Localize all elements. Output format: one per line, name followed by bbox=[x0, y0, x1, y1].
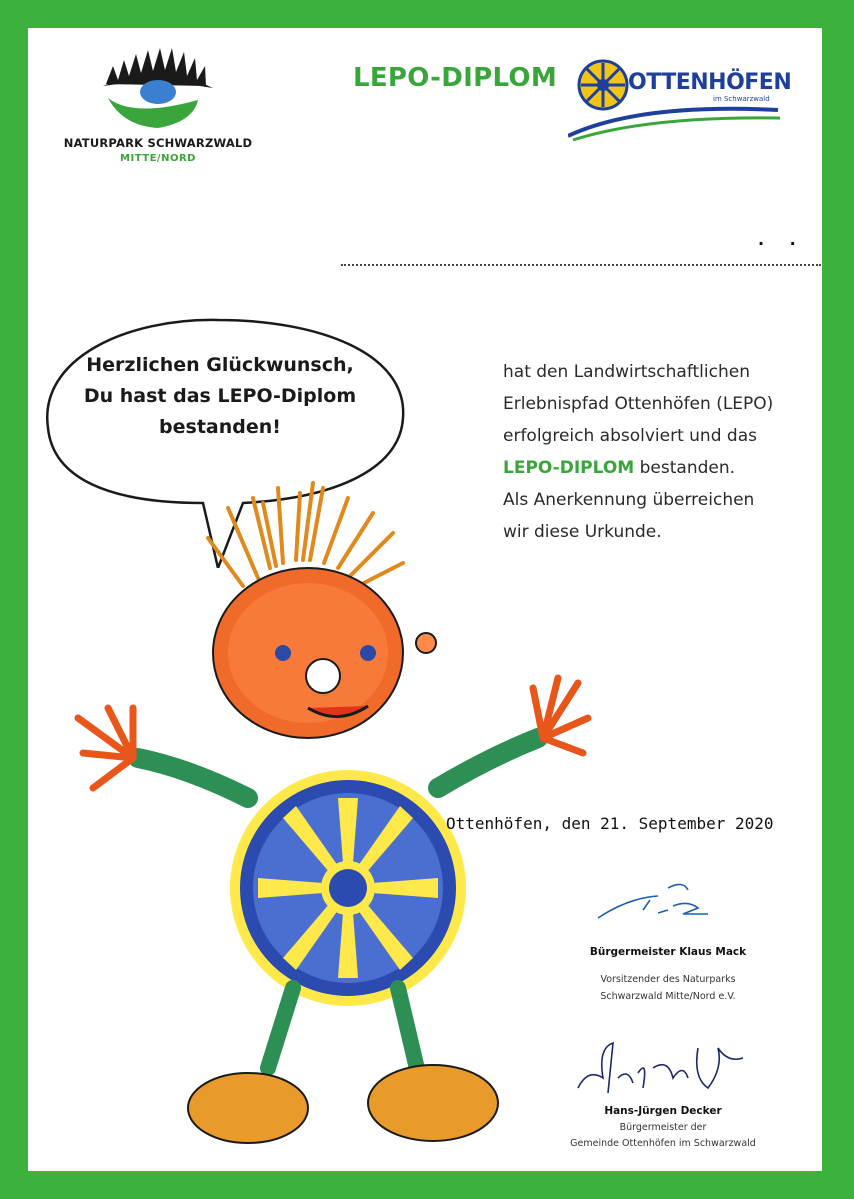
diploma-title: LEPO-DIPLOM bbox=[353, 63, 557, 93]
bubble-line-3: bestanden! bbox=[159, 416, 281, 438]
ottenhoefen-subtitle: im Schwarzwald bbox=[713, 95, 770, 103]
body-line-4-rest: bestanden. bbox=[634, 458, 736, 478]
recipient-name: . . bbox=[758, 230, 806, 249]
body-line-1: hat den Landwirtschaftlichen bbox=[503, 362, 750, 382]
signatory-1-role-line-2: Schwarzwald Mitte/Nord e.V. bbox=[600, 991, 736, 1002]
signatory-1-role bbox=[558, 971, 778, 1005]
signature-2-icon bbox=[568, 1028, 758, 1108]
body-line-6: wir diese Urkunde. bbox=[503, 522, 662, 542]
naturpark-region: MITTE/NORD bbox=[120, 153, 196, 164]
signature-1-icon bbox=[588, 878, 718, 928]
body-line-5: Als Anerkennung überreichen bbox=[503, 490, 755, 510]
signatory-2-role-line-2: Gemeinde Ottenhöfen im Schwarzwald bbox=[570, 1138, 756, 1149]
signatory-1-name: Bürgermeister Klaus Mack bbox=[589, 946, 747, 958]
bubble-line-2: Du hast das LEPO-Diplom bbox=[83, 385, 357, 407]
signatory-1-role-line-1: Vorsitzender des Naturparks bbox=[600, 974, 736, 985]
certificate-sheet bbox=[28, 28, 822, 1171]
speech-bubble-text bbox=[50, 350, 390, 443]
naturpark-logo bbox=[58, 36, 258, 186]
naturpark-eye-icon bbox=[58, 36, 258, 136]
signatory-2-role-line-1: Bürgermeister der bbox=[619, 1122, 707, 1133]
signatory-2-name: Hans-Jürgen Decker bbox=[604, 1105, 722, 1117]
naturpark-name: NATURPARK SCHWARZWALD bbox=[63, 136, 253, 150]
body-line-2: Erlebnispfad Ottenhöfen (LEPO) bbox=[503, 394, 774, 414]
body-line-3: erfolgreich absolviert und das bbox=[503, 426, 757, 446]
bubble-line-1: Herzlichen Glückwunsch, bbox=[86, 354, 354, 376]
recipient-name-line bbox=[341, 264, 821, 266]
date-place: Ottenhöfen, den 21. September 2020 bbox=[446, 814, 774, 833]
body-highlight: LEPO-DIPLOM bbox=[503, 458, 635, 478]
signatory-2-role bbox=[538, 1120, 788, 1152]
ottenhoefen-wordmark: OTTENHÖFEN bbox=[628, 70, 792, 95]
